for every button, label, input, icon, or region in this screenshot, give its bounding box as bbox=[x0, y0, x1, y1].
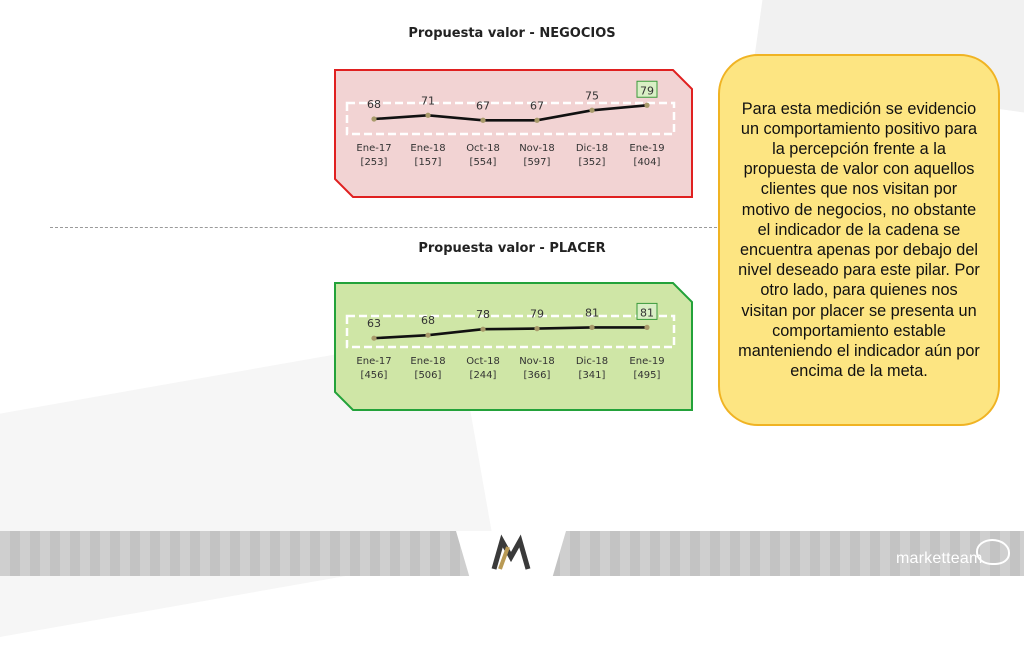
data-label: 75 bbox=[585, 89, 599, 103]
data-point bbox=[425, 333, 430, 338]
data-label: 67 bbox=[476, 99, 490, 113]
data-label: 79 bbox=[530, 307, 544, 321]
x-tick-label: Ene-17 bbox=[356, 143, 392, 154]
sample-size-label: [253] bbox=[360, 157, 388, 168]
brand-name: marketteam bbox=[896, 550, 983, 567]
data-label: 63 bbox=[367, 317, 381, 331]
commentary-text: Para esta medición se evidencio un comportamiento positivo para la percepción frente a la propuesta de valor con aquellos clientes que nos visitan por motivo de negocios, no obstante el indicador de la cadena se encuentra apenas por debajo del nivel deseado para este pilar. Por otro lado, para quienes nos visitan por placer se presenta un comportamiento estable manteniendo el indicador aún por encima de la meta. bbox=[738, 99, 980, 381]
sample-size-label: [352] bbox=[578, 157, 606, 168]
data-point bbox=[371, 336, 376, 341]
x-tick-label: Nov-18 bbox=[519, 356, 555, 367]
mm-logo-icon bbox=[456, 531, 566, 576]
sample-size-label: [495] bbox=[633, 370, 661, 381]
sample-size-label: [244] bbox=[469, 370, 497, 381]
x-tick-label: Ene-19 bbox=[629, 356, 665, 367]
data-point bbox=[589, 325, 594, 330]
x-tick-label: Dic-18 bbox=[575, 356, 609, 367]
data-label: 81 bbox=[640, 306, 654, 320]
chart-title-negocios: Propuesta valor - NEGOCIOS bbox=[408, 26, 616, 41]
mm-logo-graphic bbox=[456, 531, 566, 576]
data-label: 68 bbox=[367, 98, 381, 111]
x-tick-label: Dic-18 bbox=[575, 143, 609, 154]
data-label: 67 bbox=[530, 99, 544, 113]
brain-icon bbox=[976, 539, 1010, 565]
sample-size-label: [341] bbox=[578, 370, 606, 381]
data-label: 78 bbox=[476, 308, 490, 322]
sample-size-label: [404] bbox=[633, 157, 661, 168]
data-label: 81 bbox=[585, 306, 599, 320]
data-label: 79 bbox=[640, 84, 654, 98]
data-label: 71 bbox=[421, 94, 435, 108]
x-tick-label: Ene-18 bbox=[410, 143, 446, 154]
data-point bbox=[534, 326, 539, 331]
sample-size-label: [456] bbox=[360, 370, 388, 381]
sample-size-label: [157] bbox=[414, 157, 442, 168]
data-point bbox=[644, 325, 649, 330]
x-tick-label: Nov-18 bbox=[519, 143, 555, 154]
chart-title-placer: Propuesta valor - PLACER bbox=[418, 241, 606, 256]
data-label: 68 bbox=[421, 314, 435, 328]
x-tick-label: Oct-18 bbox=[466, 143, 500, 154]
x-tick-label: Ene-17 bbox=[356, 356, 392, 367]
sample-size-label: [366] bbox=[523, 370, 551, 381]
data-point bbox=[480, 327, 485, 332]
sample-size-label: [554] bbox=[469, 157, 497, 168]
x-tick-label: Ene-19 bbox=[629, 143, 665, 154]
commentary-callout bbox=[718, 54, 1000, 426]
sample-size-label: [597] bbox=[523, 157, 551, 168]
x-tick-label: Ene-18 bbox=[410, 356, 446, 367]
sample-size-label: [506] bbox=[414, 370, 442, 381]
x-tick-label: Oct-18 bbox=[466, 356, 500, 367]
